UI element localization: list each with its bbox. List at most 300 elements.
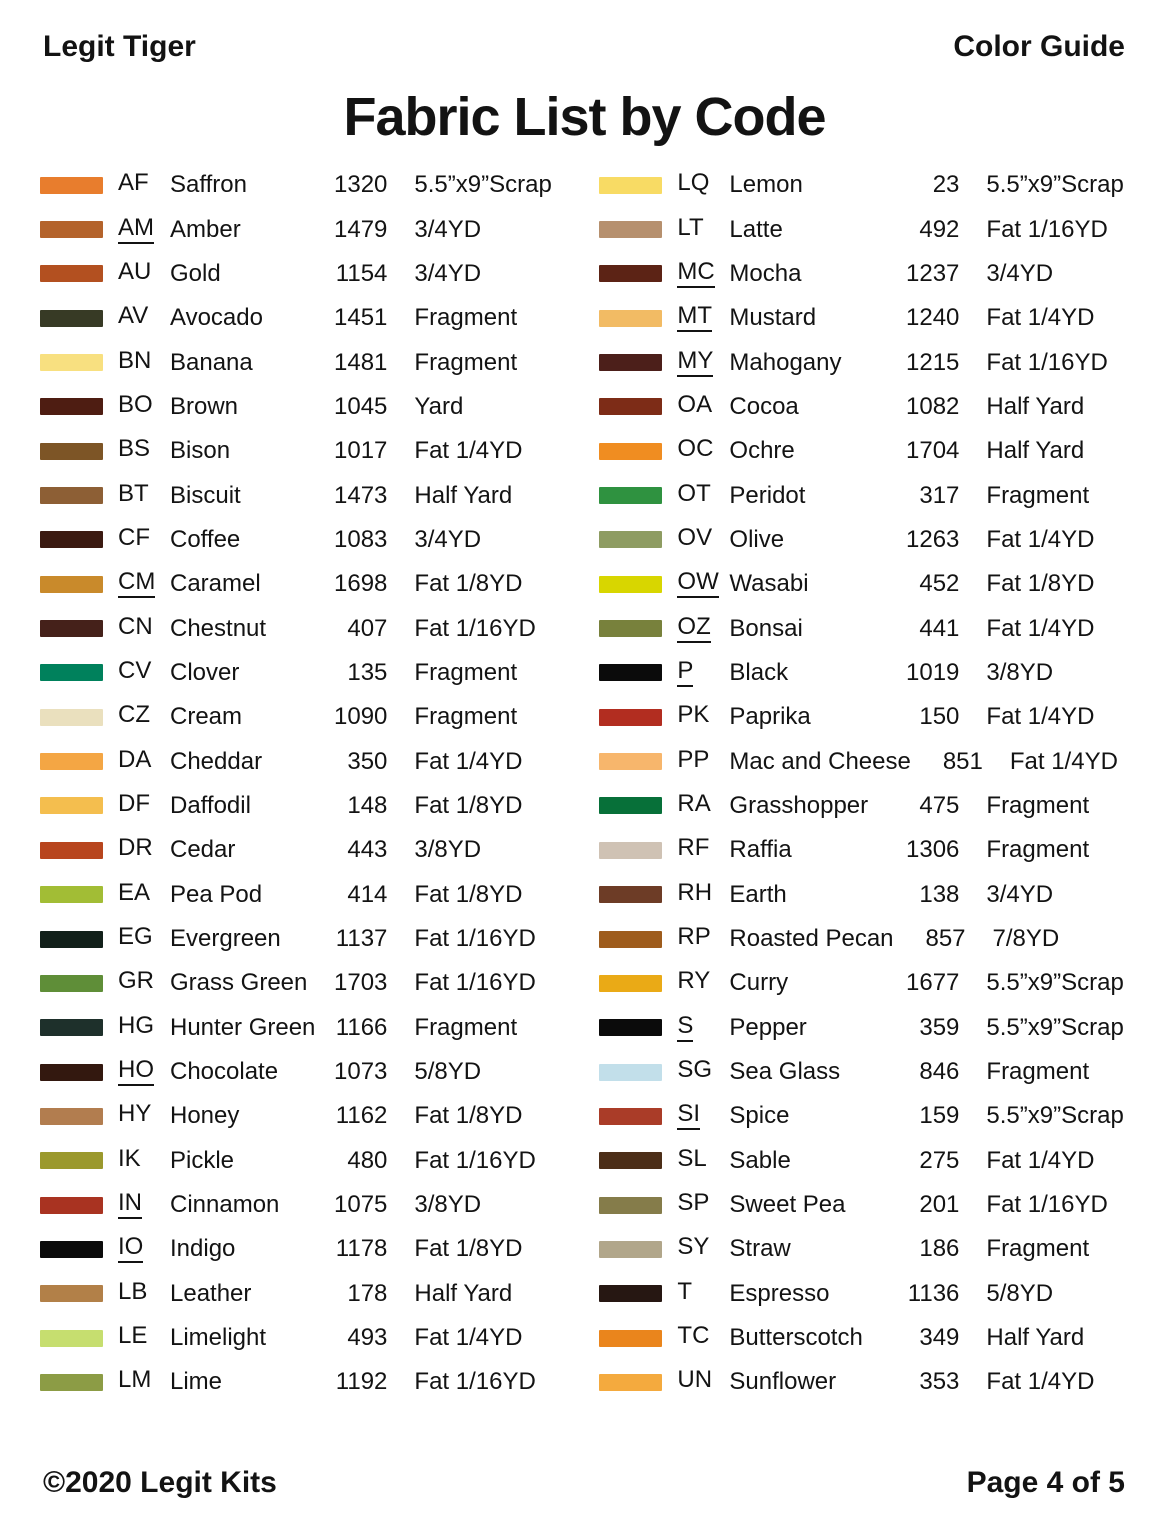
color-swatch xyxy=(40,1374,103,1391)
fabric-name: Leather xyxy=(170,1279,252,1307)
fabric-code: DR xyxy=(118,834,153,862)
fabric-name: Sea Glass xyxy=(729,1058,841,1086)
fabric-code: CM xyxy=(118,570,170,598)
fabric-quantity: Fragment xyxy=(986,481,1090,509)
fabric-code: P xyxy=(677,659,729,687)
color-swatch xyxy=(599,1108,662,1125)
fabric-name: Gold xyxy=(170,259,221,287)
fabric-code: SP xyxy=(677,1189,710,1217)
fabric-code: IO xyxy=(118,1235,170,1263)
fabric-number: 1451 xyxy=(334,304,388,332)
fabric-table xyxy=(0,163,1169,1405)
fabric-row xyxy=(599,207,1144,251)
color-swatch xyxy=(599,797,662,814)
fabric-name: Spice xyxy=(729,1102,790,1130)
color-swatch xyxy=(599,576,662,593)
fabric-code: SI xyxy=(677,1102,729,1130)
fabric-code: OT xyxy=(677,479,711,507)
fabric-row xyxy=(599,296,1144,340)
fabric-quantity: Fat 1/4YD xyxy=(986,614,1095,642)
fabric-name: Olive xyxy=(729,525,785,553)
fabric-number: 178 xyxy=(347,1279,388,1307)
fabric-name: Espresso xyxy=(729,1279,830,1307)
fabric-name: Honey xyxy=(170,1102,240,1130)
fabric-row xyxy=(40,695,572,739)
fabric-row xyxy=(40,207,572,251)
fabric-row xyxy=(40,473,572,517)
kit-name: Legit Tiger xyxy=(43,30,196,63)
fabric-code: RP xyxy=(677,923,711,951)
fabric-quantity: 5.5”x9”Scrap xyxy=(414,171,552,199)
fabric-name: Roasted Pecan xyxy=(729,925,894,953)
fabric-row xyxy=(40,429,572,473)
fabric-quantity: Fragment xyxy=(414,658,518,686)
fabric-row xyxy=(40,828,572,872)
fabric-number: 1306 xyxy=(906,836,960,864)
fabric-quantity: Fat 1/8YD xyxy=(414,570,523,598)
fabric-name: Indigo xyxy=(170,1235,236,1263)
fabric-code: BT xyxy=(118,479,149,507)
fabric-code: EG xyxy=(118,923,153,951)
fabric-row xyxy=(599,562,1144,606)
fabric-number: 492 xyxy=(919,215,960,243)
fabric-quantity: Half Yard xyxy=(986,392,1085,420)
fabric-quantity: 3/4YD xyxy=(414,215,482,243)
fabric-quantity: 5.5”x9”Scrap xyxy=(986,1013,1124,1041)
fabric-number: 150 xyxy=(919,703,960,731)
fabric-number: 135 xyxy=(347,658,388,686)
fabric-name: Latte xyxy=(729,215,783,243)
color-swatch xyxy=(40,177,103,194)
fabric-name: Pepper xyxy=(729,1013,807,1041)
fabric-name: Daffodil xyxy=(170,791,251,819)
fabric-name: Paprika xyxy=(729,703,811,731)
fabric-row xyxy=(40,917,572,961)
fabric-number: 1083 xyxy=(334,525,388,553)
fabric-code: OV xyxy=(677,523,713,551)
fabric-quantity: 3/8YD xyxy=(986,658,1054,686)
fabric-quantity: Fat 1/4YD xyxy=(414,437,523,465)
fabric-name: Grass Green xyxy=(170,969,308,997)
fabric-row xyxy=(599,873,1144,917)
fabric-number: 349 xyxy=(919,1324,960,1352)
fabric-code: IK xyxy=(118,1144,141,1172)
color-swatch xyxy=(599,620,662,637)
fabric-code: LT xyxy=(677,213,704,241)
fabric-row xyxy=(599,1360,1144,1404)
fabric-quantity: Fat 1/8YD xyxy=(414,791,523,819)
fabric-code: EA xyxy=(118,878,151,906)
color-swatch xyxy=(599,1241,662,1258)
fabric-row xyxy=(599,252,1144,296)
fabric-quantity: Fragment xyxy=(986,1058,1090,1086)
color-swatch xyxy=(599,1064,662,1081)
fabric-number: 1479 xyxy=(334,215,388,243)
fabric-name: Pickle xyxy=(170,1146,235,1174)
fabric-number: 1178 xyxy=(335,1235,388,1263)
fabric-row xyxy=(40,1050,572,1094)
fabric-name: Cocoa xyxy=(729,392,799,420)
fabric-number: 414 xyxy=(347,880,388,908)
fabric-name: Mocha xyxy=(729,259,802,287)
fabric-code: SG xyxy=(677,1056,713,1084)
color-swatch xyxy=(599,709,662,726)
fabric-code: BO xyxy=(118,390,153,418)
fabric-quantity: Half Yard xyxy=(414,481,513,509)
fabric-name: Mac and Cheese xyxy=(729,747,911,775)
fabric-quantity: Fat 1/8YD xyxy=(414,1235,523,1263)
fabric-code: DA xyxy=(118,745,152,773)
fabric-number: 493 xyxy=(347,1324,388,1352)
fabric-row xyxy=(599,739,1144,783)
fabric-quantity: 3/8YD xyxy=(414,836,482,864)
fabric-row xyxy=(40,739,572,783)
fabric-number: 159 xyxy=(919,1102,960,1130)
fabric-quantity: Fat 1/16YD xyxy=(414,969,536,997)
fabric-quantity: Fat 1/16YD xyxy=(986,1191,1108,1219)
fabric-number: 23 xyxy=(932,171,960,199)
color-swatch xyxy=(599,265,662,282)
color-swatch xyxy=(599,443,662,460)
fabric-number: 138 xyxy=(919,880,960,908)
fabric-name: Wasabi xyxy=(729,570,809,598)
fabric-quantity: 5/8YD xyxy=(414,1058,482,1086)
fabric-row xyxy=(40,1272,572,1316)
fabric-quantity: Fragment xyxy=(986,791,1090,819)
color-swatch xyxy=(40,664,103,681)
fabric-number: 1136 xyxy=(907,1279,960,1307)
fabric-name: Hunter Green xyxy=(170,1013,316,1041)
fabric-quantity: Fat 1/8YD xyxy=(414,1102,523,1130)
fabric-name: Saffron xyxy=(170,171,247,199)
fabric-quantity: 5.5”x9”Scrap xyxy=(986,1102,1124,1130)
fabric-quantity: Fragment xyxy=(414,1013,518,1041)
fabric-number: 359 xyxy=(919,1013,960,1041)
fabric-number: 1073 xyxy=(334,1058,388,1086)
fabric-name: Sable xyxy=(729,1146,791,1174)
fabric-number: 317 xyxy=(919,481,960,509)
fabric-name: Sunflower xyxy=(729,1368,837,1396)
fabric-quantity: Fat 1/16YD xyxy=(414,925,536,953)
fabric-code: IN xyxy=(118,1191,170,1219)
fabric-code: AV xyxy=(118,302,149,330)
fabric-row xyxy=(40,518,572,562)
fabric-code: CV xyxy=(118,656,152,684)
fabric-name: Coffee xyxy=(170,525,241,553)
color-swatch xyxy=(599,310,662,327)
fabric-number: 1019 xyxy=(906,658,960,686)
fabric-quantity: Fat 1/4YD xyxy=(986,525,1095,553)
fabric-code: CF xyxy=(118,523,150,551)
fabric-code: CN xyxy=(118,612,153,640)
fabric-row xyxy=(599,518,1144,562)
fabric-code: SY xyxy=(677,1233,710,1261)
fabric-quantity: Fat 1/4YD xyxy=(1009,747,1118,775)
fabric-row xyxy=(40,1139,572,1183)
fabric-row xyxy=(40,1316,572,1360)
fabric-name: Biscuit xyxy=(170,481,241,509)
fabric-name: Ochre xyxy=(729,437,795,465)
copyright-text: ©2020 Legit Kits xyxy=(43,1466,277,1499)
fabric-name: Limelight xyxy=(170,1324,267,1352)
fabric-number: 350 xyxy=(347,747,388,775)
fabric-number: 851 xyxy=(942,747,983,775)
fabric-number: 1481 xyxy=(334,348,388,376)
fabric-name: Butterscotch xyxy=(729,1324,863,1352)
fabric-quantity: Fat 1/16YD xyxy=(986,215,1108,243)
fabric-name: Black xyxy=(729,658,789,686)
fabric-row xyxy=(599,163,1144,207)
fabric-code: LE xyxy=(118,1322,148,1350)
fabric-number: 1017 xyxy=(334,437,388,465)
fabric-quantity: 3/4YD xyxy=(414,259,482,287)
fabric-number: 1263 xyxy=(906,525,960,553)
fabric-name: Brown xyxy=(170,392,239,420)
fabric-code: OC xyxy=(677,435,714,463)
fabric-column-left xyxy=(40,163,572,1405)
fabric-quantity: Half Yard xyxy=(986,1324,1085,1352)
fabric-code: OW xyxy=(677,570,729,598)
fabric-code: PK xyxy=(677,701,710,729)
fabric-number: 480 xyxy=(347,1146,388,1174)
fabric-quantity: Fat 1/8YD xyxy=(986,570,1095,598)
fabric-row xyxy=(599,784,1144,828)
fabric-code: RF xyxy=(677,834,710,862)
fabric-number: 1703 xyxy=(334,969,388,997)
fabric-row xyxy=(40,385,572,429)
fabric-code: OZ xyxy=(677,615,729,643)
color-swatch xyxy=(40,531,103,548)
fabric-quantity: Fat 1/4YD xyxy=(986,1368,1095,1396)
fabric-code: S xyxy=(677,1014,729,1042)
fabric-row xyxy=(40,1183,572,1227)
fabric-quantity: 7/8YD xyxy=(992,925,1060,953)
fabric-quantity: 3/4YD xyxy=(414,525,482,553)
fabric-quantity: Fat 1/16YD xyxy=(414,1368,536,1396)
fabric-code: AM xyxy=(118,216,170,244)
fabric-code: MY xyxy=(677,349,729,377)
fabric-row xyxy=(599,1006,1144,1050)
fabric-code: MC xyxy=(677,260,729,288)
fabric-number: 1677 xyxy=(906,969,960,997)
fabric-code: OA xyxy=(677,390,713,418)
fabric-quantity: Fat 1/4YD xyxy=(414,747,523,775)
fabric-quantity: 5/8YD xyxy=(986,1279,1054,1307)
fabric-name: Peridot xyxy=(729,481,806,509)
fabric-name: Mahogany xyxy=(729,348,842,376)
fabric-code: BS xyxy=(118,435,151,463)
fabric-quantity: Fragment xyxy=(414,703,518,731)
color-swatch xyxy=(40,931,103,948)
fabric-row xyxy=(599,1227,1144,1271)
color-swatch xyxy=(599,1197,662,1214)
fabric-number: 1237 xyxy=(906,259,960,287)
fabric-quantity: 3/4YD xyxy=(986,259,1054,287)
page-number: Page 4 of 5 xyxy=(966,1466,1125,1499)
fabric-code: RH xyxy=(677,878,713,906)
fabric-quantity: Fat 1/4YD xyxy=(414,1324,523,1352)
fabric-name: Cheddar xyxy=(170,747,263,775)
fabric-quantity: Half Yard xyxy=(986,437,1085,465)
fabric-row xyxy=(599,473,1144,517)
color-swatch xyxy=(40,221,103,238)
color-swatch xyxy=(40,753,103,770)
fabric-row xyxy=(40,1227,572,1271)
color-swatch xyxy=(40,443,103,460)
fabric-quantity: Fragment xyxy=(986,836,1090,864)
fabric-name: Cinnamon xyxy=(170,1191,280,1219)
fabric-code: LB xyxy=(118,1277,148,1305)
fabric-row xyxy=(599,340,1144,384)
color-swatch xyxy=(599,1019,662,1036)
color-swatch xyxy=(599,221,662,238)
fabric-number: 1090 xyxy=(334,703,388,731)
fabric-number: 1320 xyxy=(334,171,388,199)
fabric-code: RA xyxy=(677,789,711,817)
fabric-row xyxy=(40,340,572,384)
color-swatch xyxy=(40,1019,103,1036)
color-swatch xyxy=(599,531,662,548)
fabric-code: SL xyxy=(677,1144,707,1172)
color-swatch xyxy=(599,177,662,194)
fabric-code: T xyxy=(677,1277,693,1305)
fabric-number: 1045 xyxy=(334,392,388,420)
color-swatch xyxy=(599,398,662,415)
color-swatch xyxy=(40,354,103,371)
fabric-row xyxy=(40,651,572,695)
fabric-quantity: 5.5”x9”Scrap xyxy=(986,171,1124,199)
fabric-code: HY xyxy=(118,1100,152,1128)
fabric-number: 1704 xyxy=(906,437,960,465)
fabric-row xyxy=(599,1183,1144,1227)
fabric-code: BN xyxy=(118,346,152,374)
fabric-number: 1082 xyxy=(906,392,960,420)
page-footer xyxy=(43,1466,1125,1500)
fabric-quantity: Fat 1/16YD xyxy=(414,614,536,642)
fabric-number: 1075 xyxy=(334,1191,388,1219)
page-title: Fabric List by Code xyxy=(343,87,826,147)
fabric-name: Chocolate xyxy=(170,1058,279,1086)
fabric-quantity: 5.5”x9”Scrap xyxy=(986,969,1124,997)
color-swatch xyxy=(599,1374,662,1391)
fabric-quantity: Half Yard xyxy=(414,1279,513,1307)
fabric-number: 407 xyxy=(347,614,388,642)
fabric-name: Earth xyxy=(729,880,787,908)
fabric-row xyxy=(40,1006,572,1050)
color-swatch xyxy=(40,886,103,903)
color-swatch xyxy=(599,1152,662,1169)
fabric-number: 441 xyxy=(919,614,960,642)
fabric-row xyxy=(599,385,1144,429)
fabric-row xyxy=(599,429,1144,473)
color-swatch xyxy=(40,265,103,282)
color-swatch xyxy=(40,1285,103,1302)
fabric-quantity: Fragment xyxy=(414,304,518,332)
fabric-name: Banana xyxy=(170,348,253,376)
guide-label: Color Guide xyxy=(953,30,1125,63)
fabric-row xyxy=(40,163,572,207)
fabric-code: LM xyxy=(118,1366,152,1394)
color-swatch xyxy=(40,975,103,992)
fabric-name: Lime xyxy=(170,1368,223,1396)
fabric-code: DF xyxy=(118,789,150,817)
fabric-name: Chestnut xyxy=(170,614,267,642)
color-swatch xyxy=(40,1108,103,1125)
color-swatch xyxy=(40,1197,103,1214)
fabric-number: 1162 xyxy=(335,1102,388,1130)
fabric-code: PP xyxy=(677,745,710,773)
color-swatch xyxy=(40,1152,103,1169)
fabric-quantity: Fat 1/16YD xyxy=(986,348,1108,376)
fabric-name: Avocado xyxy=(170,304,263,332)
fabric-row xyxy=(40,961,572,1005)
fabric-row xyxy=(40,252,572,296)
fabric-number: 1166 xyxy=(335,1013,388,1041)
fabric-name: Bonsai xyxy=(729,614,803,642)
color-swatch xyxy=(599,1330,662,1347)
color-swatch xyxy=(599,1285,662,1302)
fabric-row xyxy=(599,695,1144,739)
fabric-name: Grasshopper xyxy=(729,791,869,819)
color-swatch xyxy=(599,975,662,992)
fabric-quantity: 3/8YD xyxy=(414,1191,482,1219)
fabric-number: 1154 xyxy=(335,259,388,287)
fabric-code: HO xyxy=(118,1058,170,1086)
fabric-name: Raffia xyxy=(729,836,792,864)
fabric-number: 1137 xyxy=(335,925,388,953)
fabric-code: GR xyxy=(118,967,154,995)
color-swatch xyxy=(40,709,103,726)
fabric-code: LQ xyxy=(677,169,710,197)
color-swatch xyxy=(40,576,103,593)
fabric-quantity: Fat 1/4YD xyxy=(986,703,1095,731)
color-swatch xyxy=(599,842,662,859)
color-swatch xyxy=(599,753,662,770)
fabric-quantity: Fat 1/16YD xyxy=(414,1146,536,1174)
fabric-name: Caramel xyxy=(170,570,261,598)
fabric-code: CZ xyxy=(118,701,150,729)
fabric-row xyxy=(40,1360,572,1404)
fabric-column-right xyxy=(599,163,1144,1405)
color-swatch xyxy=(599,664,662,681)
fabric-code: HG xyxy=(118,1011,154,1039)
fabric-number: 1473 xyxy=(334,481,388,509)
fabric-row xyxy=(40,606,572,650)
color-swatch xyxy=(599,354,662,371)
fabric-name: Curry xyxy=(729,969,789,997)
fabric-number: 1215 xyxy=(906,348,960,376)
color-swatch xyxy=(40,842,103,859)
fabric-name: Clover xyxy=(170,658,240,686)
fabric-quantity: 3/4YD xyxy=(986,880,1054,908)
fabric-quantity: Yard xyxy=(414,392,464,420)
fabric-quantity: Fat 1/4YD xyxy=(986,1146,1095,1174)
fabric-name: Amber xyxy=(170,215,241,243)
fabric-row xyxy=(599,1316,1144,1360)
fabric-number: 1240 xyxy=(906,304,960,332)
color-swatch xyxy=(599,886,662,903)
fabric-code: UN xyxy=(677,1366,713,1394)
fabric-row xyxy=(40,1094,572,1138)
fabric-code: AF xyxy=(118,169,149,197)
color-swatch xyxy=(599,931,662,948)
fabric-name: Bison xyxy=(170,437,231,465)
fabric-row xyxy=(40,873,572,917)
fabric-number: 475 xyxy=(919,791,960,819)
fabric-row xyxy=(599,1094,1144,1138)
color-swatch xyxy=(40,487,103,504)
fabric-quantity: Fat 1/8YD xyxy=(414,880,523,908)
